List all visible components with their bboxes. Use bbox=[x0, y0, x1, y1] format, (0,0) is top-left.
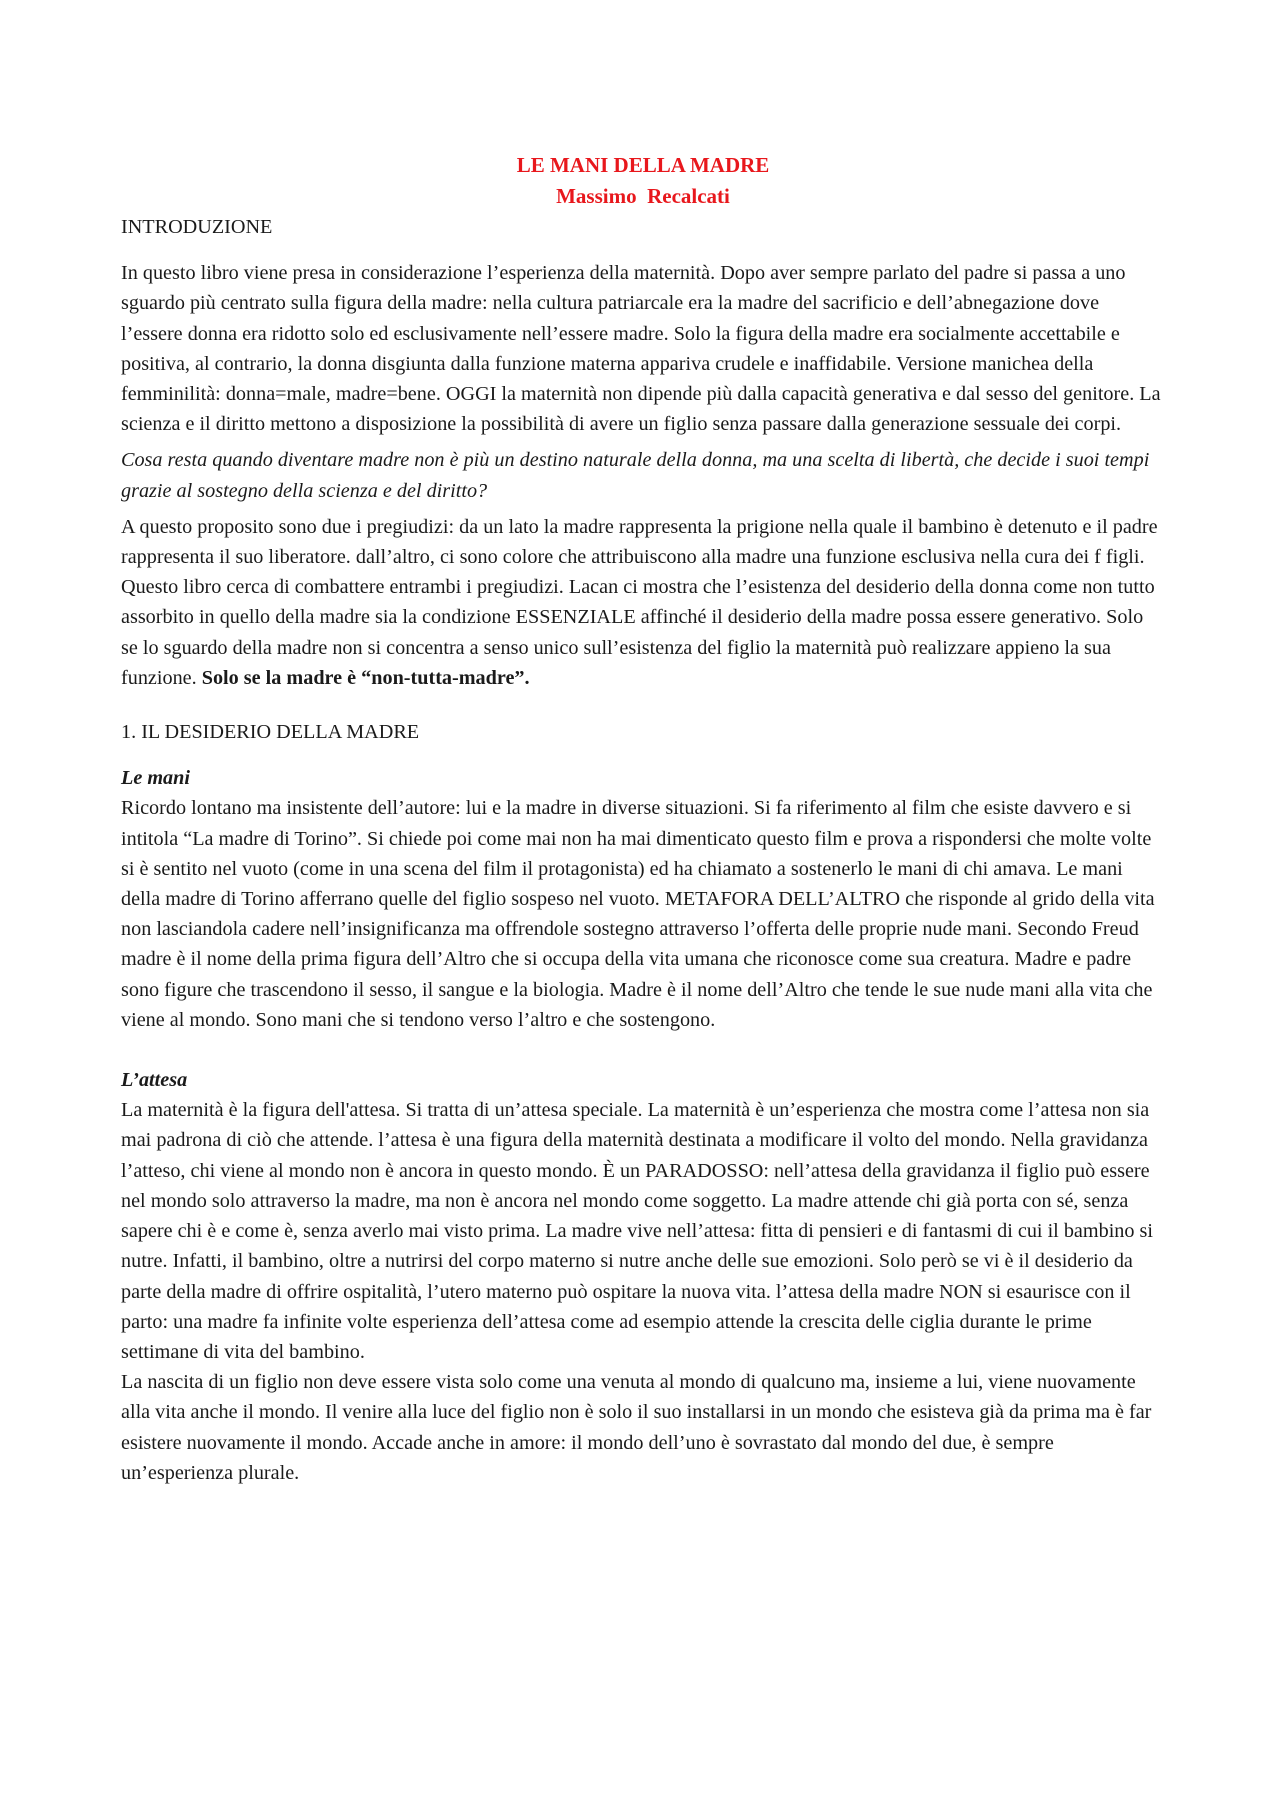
document-title: LE MANI DELLA MADRE bbox=[516, 153, 770, 177]
introduction-paragraph: In questo libro viene presa in considerazione l’esperienza della maternità. Dopo aver sempre parlato del padre si passa a uno sguardo più centrato sulla figura della madre: nella cultura patriarcale era la madre del sacrificio e dell’abnegazione dove l’essere donna era ridotto solo ed esclusivamente nell’essere madre. Solo la figura della madre era socialmente accettabile e positiva, al contrario, la donna disgiunta dalla funzione materna appariva crudele e inaffidabile. Versione manichea della femminilità: donna=male, madre=bene. OGGI la maternità non dipende più dalla capacità generativa e dal sesso del genitore. La scienza e il diritto mettono a disposizione la possibilità di avere un figlio senza passare dalla generazione sessuale dei corpi. bbox=[121, 262, 1161, 436]
section-attesa-text-2: La nascita di un figlio non deve essere vista solo come una venuta al mondo di qualcuno ma, insieme a lui, viene nuovamente alla vita anche il mondo. Il venire alla luce del figlio non è solo il suo installarsi in un mondo che esisteva già da prima ma è far esistere nuovamente il mondo. Accade anche in amore: il mondo dell’uno è sovrastato dal mondo del due, è sempre un’esperienza plurale. bbox=[121, 1371, 1152, 1484]
document-page bbox=[121, 150, 1165, 1488]
document-author: Massimo Recalcati bbox=[556, 184, 730, 208]
section-le-mani-text: Ricordo lontano ma insistente dell’autore: lui e la madre in diverse situazioni. Si fa riferimento al film che esiste davvero e si intitola “La madre di Torino”. Si chiede poi come mai non ha mai dimenticato questo film e prova a rispondersi che molte volte si è sentito nel vuoto (come in una scena del film il protagonista) ed ha chiamato a sostenerlo le mani di chi amava. Le mani della madre di Torino afferrano quelle del figlio sospeso nel vuoto. METAFORA DELL’ALTRO che risponde al grido della vita non lasciandola cadere nell’insignificanza ma offrendole sostegno attraverso l’offerta delle proprie nude mani. Secondo Freud madre è il nome della prima figura dell’Altro che si occupa della vita umana che riconosce come sua creatura. Madre e padre sono figure che trascendono il sesso, il sangue e la biologia. Madre è il nome dell’Altro che tende le sue nude mani alla vita che viene al mondo. Sono mani che si tendono verso l’altro e che sostengono. bbox=[121, 797, 1155, 1031]
introduction-paragraph-2 bbox=[121, 512, 1165, 693]
section-le-mani-title: Le mani bbox=[121, 767, 190, 790]
section-attesa-title: L’attesa bbox=[121, 1069, 188, 1092]
introduction-heading: INTRODUZIONE bbox=[121, 216, 273, 238]
introduction-question: Cosa resta quando diventare madre non è più un destino naturale della donna, ma una scelta di libertà, che decide i suoi tempi grazie al sostegno della scienza e del diritto? bbox=[121, 449, 1150, 502]
section-attesa-text: La maternità è la figura dell'attesa. Si tratta di un’attesa speciale. La maternità è un’esperienza che mostra come l’attesa non sia mai padrona di ciò che attende. l’attesa è una figura della maternità destinata a modificare il volto del mondo. Nella gravidanza l’atteso, chi viene al mondo non è ancora in questo mondo. È un PARADOSSO: nell’attesa della gravidanza il figlio può essere nel mondo solo attraverso la madre, ma non è ancora nel mondo come soggetto. La madre attende chi già porta con sé, senza sapere chi è e come è, senza averlo mai visto prima. La madre vive nell’attesa: fitta di pensieri e di fantasmi di cui il bambino si nutre. Infatti, il bambino, oltre a nutrirsi del corpo materno si nutre anche delle sue emozioni. Solo però se vi è il desiderio da parte della madre di offrire ospitalità, l’utero materno può ospitare la nuova vita. l’attesa della madre NON si esaurisce con il parto: una madre fa infinite volte esperienza dell’attesa come ad esempio attende la crescita delle ciglia durante le prime settimane di vita del bambino. bbox=[121, 1099, 1153, 1363]
introduction-bold-conclusion: Solo se la madre è “non-tutta-madre”. bbox=[201, 666, 530, 689]
introduction-paragraph-2-text: A questo proposito sono due i pregiudizi: da un lato la madre rappresenta la prigione nella quale il bambino è detenuto e il padre rappresenta il suo liberatore. dall’altro, ci sono colore che attribuiscono alla madre una funzione esclusiva nella cura dei f figli. Questo libro cerca di combattere entrambi i pregiudizi. Lacan ci mostra che l’esistenza del desiderio della donna come non tutto assorbito in quello della madre sia la condizione ESSENZIALE affinché il desiderio della madre possa essere generativo. Solo se lo sguardo della madre non si concentra a senso unico sull’esistenza del figlio la maternità può realizzare appieno la sua funzione. bbox=[121, 515, 1158, 689]
section-spacer bbox=[121, 1035, 1165, 1065]
chapter-1-heading: 1. IL DESIDERIO DELLA MADRE bbox=[121, 721, 420, 744]
